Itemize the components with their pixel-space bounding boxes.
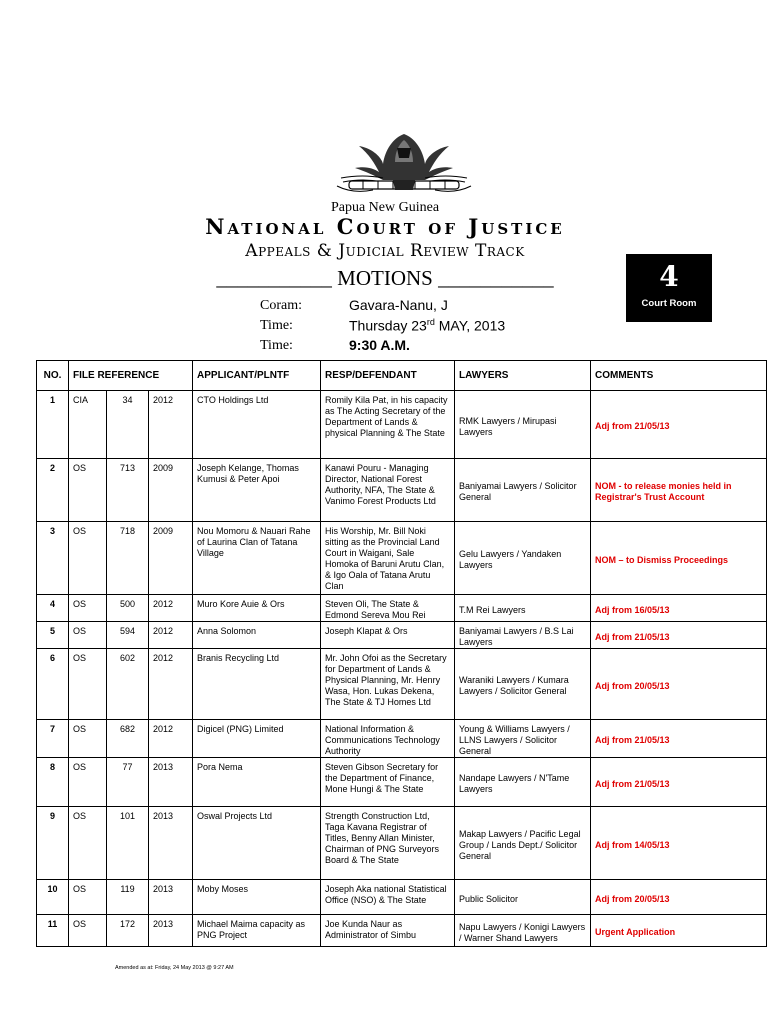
courtroom-label: Court Room — [641, 298, 697, 309]
file-number: 119 — [107, 880, 149, 915]
file-year: 2013 — [149, 807, 193, 880]
respondent: Steven Gibson Secretary for the Department of Finance, Mone Hungi & The State — [321, 758, 455, 807]
table-row — [37, 807, 767, 880]
lawyers: Public Solicitor — [455, 880, 591, 915]
applicant: Oswal Projects Ltd — [193, 807, 321, 880]
file-number: 713 — [107, 459, 149, 522]
lawyers: T.M Rei Lawyers — [455, 595, 591, 622]
comment: Adj from 21/05/13 — [591, 622, 767, 649]
applicant: Michael Maima capacity as PNG Project — [193, 915, 321, 947]
file-year: 2012 — [149, 622, 193, 649]
file-type: OS — [69, 459, 107, 522]
row-number: 11 — [37, 915, 69, 947]
table-row — [37, 880, 767, 915]
comment: NOM – to Dismiss Proceedings — [591, 522, 767, 595]
comment: Adj from 14/05/13 — [591, 807, 767, 880]
file-type: OS — [69, 880, 107, 915]
respondent: Joseph Klapat & Ors — [321, 622, 455, 649]
comment: Adj from 20/05/13 — [591, 649, 767, 720]
comment: Adj from 20/05/13 — [591, 880, 767, 915]
table-row — [37, 522, 767, 595]
file-number: 500 — [107, 595, 149, 622]
lawyers: Nandape Lawyers / N'Tame Lawyers — [455, 758, 591, 807]
date-value: Thursday 23rd MAY, 2013 — [349, 317, 506, 334]
comment: Adj from 21/05/13 — [591, 720, 767, 758]
file-type: OS — [69, 595, 107, 622]
respondent: Mr. John Ofoi as the Secretary for Department of Lands & Physical Planning, Mr. Henry Wasa, Hon. Lukas Dekena, The State & TJ Homes Ltd — [321, 649, 455, 720]
row-number: 8 — [37, 758, 69, 807]
file-type: OS — [69, 807, 107, 880]
lawyers: Young & Williams Lawyers / LLNS Lawyers / Solicitor General — [455, 720, 591, 758]
applicant: CTO Holdings Ltd — [193, 391, 321, 459]
file-year: 2013 — [149, 880, 193, 915]
file-type: OS — [69, 522, 107, 595]
header-respondent: RESP/DEFENDANT — [321, 361, 455, 391]
file-year: 2009 — [149, 522, 193, 595]
table-header-row — [37, 361, 767, 391]
row-number: 7 — [37, 720, 69, 758]
file-type: OS — [69, 649, 107, 720]
date-label: Time: — [260, 318, 293, 333]
lawyers: Baniyamai Lawyers / Solicitor General — [455, 459, 591, 522]
lawyers: Gelu Lawyers / Yandaken Lawyers — [455, 522, 591, 595]
comment: Adj from 16/05/13 — [591, 595, 767, 622]
file-number: 172 — [107, 915, 149, 947]
comment: Adj from 21/05/13 — [591, 758, 767, 807]
motions-table — [36, 360, 767, 947]
respondent: Romily Kila Pat, in his capacity as The Acting Secretary of the Department of Lands & physical Planning & The State — [321, 391, 455, 459]
file-number: 34 — [107, 391, 149, 459]
row-number: 2 — [37, 459, 69, 522]
file-number: 602 — [107, 649, 149, 720]
respondent: National Information & Communications Technology Authority — [321, 720, 455, 758]
applicant: Muro Kore Auie & Ors — [193, 595, 321, 622]
applicant: Nou Momoru & Nauari Rahe of Laurina Clan of Tatana Village — [193, 522, 321, 595]
table-row — [37, 622, 767, 649]
table-row — [37, 595, 767, 622]
row-number: 5 — [37, 622, 69, 649]
table-row — [37, 459, 767, 522]
lawyers: Napu Lawyers / Konigi Lawyers / Warner Shand Lawyers — [455, 915, 591, 947]
file-type: OS — [69, 720, 107, 758]
row-number: 9 — [37, 807, 69, 880]
file-year: 2013 — [149, 915, 193, 947]
comment: Adj from 21/05/13 — [591, 391, 767, 459]
row-number: 4 — [37, 595, 69, 622]
courtroom-badge — [626, 254, 712, 322]
respondent: Steven Oli, The State & Edmond Sereva Mou Rei — [321, 595, 455, 622]
lawyers: RMK Lawyers / Mirupasi Lawyers — [455, 391, 591, 459]
file-type: CIA — [69, 391, 107, 459]
file-number: 594 — [107, 622, 149, 649]
file-year: 2012 — [149, 649, 193, 720]
row-number: 10 — [37, 880, 69, 915]
file-number: 718 — [107, 522, 149, 595]
respondent: Kanawi Pouru - Managing Director, National Forest Authority, NFA, The State & Vanimo Forest Products Ltd — [321, 459, 455, 522]
table-row — [37, 758, 767, 807]
coram-label: Coram: — [260, 298, 302, 313]
comment: Urgent Application — [591, 915, 767, 947]
file-year: 2012 — [149, 595, 193, 622]
header-file-reference: FILE REFERENCE — [69, 361, 193, 391]
time-value: 9:30 A.M. — [349, 337, 410, 353]
country-name: Papua New Guinea — [330, 200, 440, 215]
row-number: 1 — [37, 391, 69, 459]
file-type: OS — [69, 915, 107, 947]
table-row — [37, 915, 767, 947]
bird-of-paradise-emblem — [333, 128, 475, 198]
file-year: 2013 — [149, 758, 193, 807]
amended-footer: Amended as at: Friday, 24 May 2013 @ 9:27 AM — [115, 965, 234, 971]
table-row — [37, 391, 767, 459]
row-number: 6 — [37, 649, 69, 720]
header-no: NO. — [37, 361, 69, 391]
lawyers: Makap Lawyers / Pacific Legal Group / Lands Dept./ Solicitor General — [455, 807, 591, 880]
applicant: Moby Moses — [193, 880, 321, 915]
table-row — [37, 649, 767, 720]
applicant: Anna Solomon — [193, 622, 321, 649]
table-row — [37, 720, 767, 758]
applicant: Branis Recycling Ltd — [193, 649, 321, 720]
court-title: National Court of Justice — [205, 214, 565, 239]
file-number: 101 — [107, 807, 149, 880]
file-year: 2012 — [149, 720, 193, 758]
file-number: 77 — [107, 758, 149, 807]
header-comments: COMMENTS — [591, 361, 767, 391]
row-number: 3 — [37, 522, 69, 595]
respondent: Strength Construction Ltd, Taga Kavana Registrar of Titles, Benny Allan Minister, Chairman of PNG Surveyors Board & The State — [321, 807, 455, 880]
applicant: Pora Nema — [193, 758, 321, 807]
respondent: Joe Kunda Naur as Administrator of Simbu — [321, 915, 455, 947]
motions-title: ___________ MOTIONS ___________ — [216, 266, 554, 290]
respondent: His Worship, Mr. Bill Noki sitting as the Provincial Land Court in Waigani, Sale Homoka of Baruni Arutu Clan, & Igo Oala of Tatana Arutu Clan — [321, 522, 455, 595]
file-year: 2012 — [149, 391, 193, 459]
file-number: 682 — [107, 720, 149, 758]
file-type: OS — [69, 758, 107, 807]
coram-value: Gavara-Nanu, J — [349, 297, 448, 313]
file-type: OS — [69, 622, 107, 649]
comment: NOM - to release monies held in Registrar's Trust Account — [591, 459, 767, 522]
track-title: Appeals & Judicial Review Track — [245, 241, 525, 261]
applicant: Digicel (PNG) Limited — [193, 720, 321, 758]
header-lawyers: LAWYERS — [455, 361, 591, 391]
respondent: Joseph Aka national Statistical Office (NSO) & The State — [321, 880, 455, 915]
courtroom-number: 4 — [659, 260, 679, 293]
applicant: Joseph Kelange, Thomas Kumusi & Peter Apoi — [193, 459, 321, 522]
lawyers: Waraniki Lawyers / Kumara Lawyers / Solicitor General — [455, 649, 591, 720]
lawyers: Baniyamai Lawyers / B.S Lai Lawyers — [455, 622, 591, 649]
header-applicant: APPLICANT/PLNTF — [193, 361, 321, 391]
time-label: Time: — [260, 338, 293, 353]
file-year: 2009 — [149, 459, 193, 522]
